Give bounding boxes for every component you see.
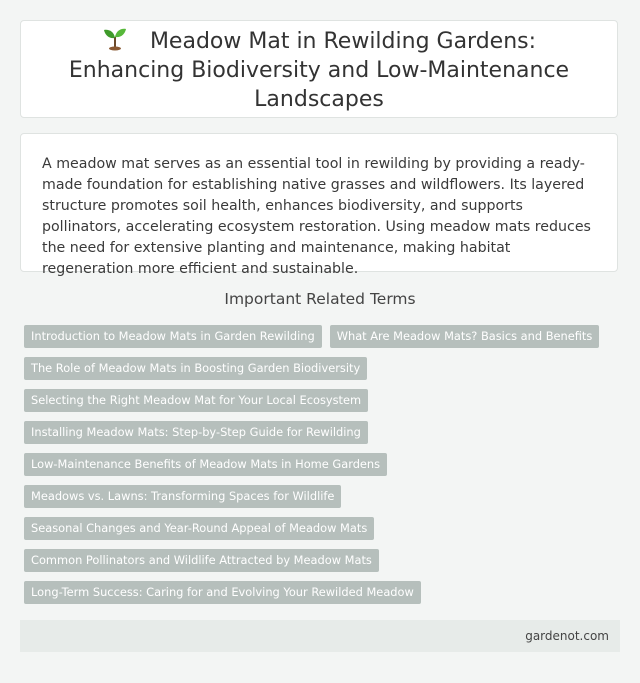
page-title: [45, 25, 593, 114]
related-term-tag[interactable]: Seasonal Changes and Year-Round Appeal of Meadow Mats: [24, 517, 374, 540]
related-terms-list: [24, 325, 604, 604]
related-term-tag[interactable]: Common Pollinators and Wildlife Attracted by Meadow Mats: [24, 549, 379, 572]
related-term-tag[interactable]: Introduction to Meadow Mats in Garden Rewilding: [24, 325, 322, 348]
footer: [20, 620, 620, 652]
related-term-tag[interactable]: Long-Term Success: Caring for and Evolving Your Rewilded Meadow: [24, 581, 421, 604]
related-term-tag[interactable]: What Are Meadow Mats? Basics and Benefits: [330, 325, 600, 348]
related-term-tag[interactable]: Meadows vs. Lawns: Transforming Spaces for Wildlife: [24, 485, 341, 508]
related-term-tag[interactable]: Low-Maintenance Benefits of Meadow Mats in Home Gardens: [24, 453, 387, 476]
summary-text: A meadow mat serves as an essential tool in rewilding by providing a ready-made foundation for establishing native grasses and wildflowers. Its layered structure promotes soil health, enhances biodiversity, and supports pollinators, accelerating ecosystem restoration. Using meadow mats reduces the need for extensive planting and maintenance, making habitat regeneration more efficient and sustainable.: [42, 156, 591, 277]
footer-site-link[interactable]: gardenot.com: [525, 629, 609, 643]
summary-card: [20, 133, 618, 277]
related-terms-heading: Important Related Terms: [224, 290, 416, 308]
related-term-tag[interactable]: The Role of Meadow Mats in Boosting Garden Biodiversity: [24, 357, 367, 380]
related-term-tag[interactable]: Selecting the Right Meadow Mat for Your Local Ecosystem: [24, 389, 368, 412]
title-card: [20, 20, 618, 118]
sprout-icon: [102, 25, 128, 51]
page-title-text: Meadow Mat in Rewilding Gardens: Enhancing Biodiversity and Low-Maintenance Landscapes: [68, 28, 570, 112]
related-term-tag[interactable]: Installing Meadow Mats: Step-by-Step Guide for Rewilding: [24, 421, 368, 444]
